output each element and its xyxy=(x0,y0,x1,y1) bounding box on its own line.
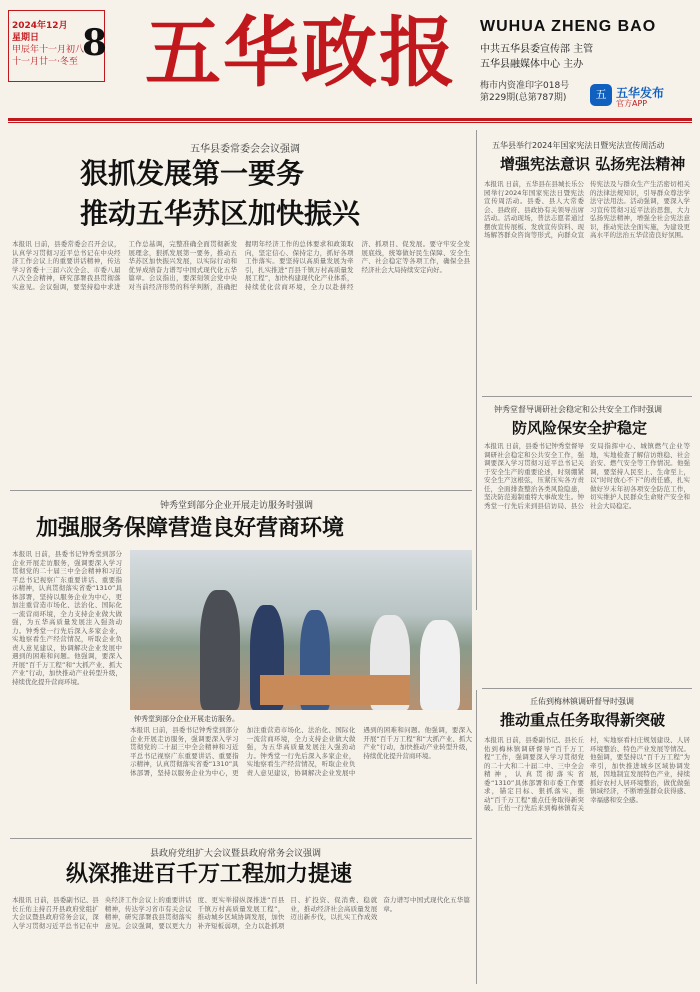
lead-headline-1: 狠抓发展第一要务 xyxy=(80,157,305,190)
date-year-month: 2024年12月 xyxy=(12,21,68,31)
page-number: 8 xyxy=(82,22,108,64)
business-kicker: 钟秀堂到部分企业开展走访服务时强调 xyxy=(160,501,314,511)
date-weekday: 星期日 xyxy=(12,33,40,43)
constitution-kicker: 五华县举行2024年国家宪法日暨宪法宣传周活动 xyxy=(492,141,665,150)
breakthrough-headline: 推动重点任务取得新突破 xyxy=(500,711,666,729)
constitution-body: 本报讯 日前，五华县在县城长乐公园举行2024年国家宪法日暨宪法宣传周活动。县委、县人大常委会、县政府、县政协有关领导出席活动。活动现场，普法志愿者通过摆放宣传展板、发放宣传资料、现场解答群众咨询等形式，向群众宣传宪法及与群众生产生活密切相关的法律法规知识，引导群众尊法学法守法用法。活动强调，要深入学习宣传贯彻习近平法治思想，大力弘扬宪法精神，增强全社会宪法意识，推动宪法全面实施，为建设更高水平的法治五华营造良好氛围。 xyxy=(484,180,690,239)
issue-license: 梅市内资准印字018号 xyxy=(480,81,570,91)
photo-figure-5 xyxy=(420,620,460,710)
date-info xyxy=(12,20,84,68)
divider-breakthrough xyxy=(482,688,692,689)
column-divider-lower xyxy=(476,690,477,984)
bottom-kicker: 县政府党组扩大会议暨县政府常务会议强调 xyxy=(150,849,322,859)
bottom-headline: 纵深推进百千万工程加力提速 xyxy=(66,861,353,887)
constitution-headline: 增强宪法意识 弘扬宪法精神 xyxy=(500,155,686,173)
photo-workbench xyxy=(260,675,410,705)
publisher-line-2: 五华县融媒体中心 主办 xyxy=(480,59,584,70)
divider-safety xyxy=(482,396,692,397)
lead-headline-2: 推动五华苏区加快振兴 xyxy=(80,197,361,230)
publisher-info xyxy=(480,42,593,72)
safety-kicker: 钟秀堂督导调研社会稳定和公共安全工作时强调 xyxy=(494,405,662,414)
lead-body: 本报讯 日前，县委常委会召开会议，认真学习贯彻习近平总书记在中央经济工作会议上的重要讲话精神，传达学习省委十三届六次全会、市委八届八次全会精神，研究部署我县贯彻落实意见。会议强调，要坚持稳中求进工作总基调，完整准确全面贯彻新发展理念，狠抓发展第一要务，推动五华苏区加快振兴发展，以实际行动和优异成绩奋力谱写中国式现代化五华篇章。会议指出，要深刻领会党中央对当前经济形势的科学判断，准确把握明年经济工作的总体要求和政策取向，坚定信心、保持定力，抓好各项工作落实。要坚持以高质量发展为牵引，扎实推进“百县千镇万村高质量发展工程”，加快构建现代化产业体系，持续优化营商环境，全力以赴拼经济、抓项目、促发展。要守牢安全发展底线，统筹做好民生保障、安全生产、社会稳定等各项工作，确保全县经济社会大局持续安定向好。 xyxy=(12,240,470,291)
photo-figure-1 xyxy=(200,590,240,710)
divider-bottom xyxy=(10,838,472,839)
app-subtitle: 官方APP xyxy=(616,99,648,108)
date-lunar: 甲辰年十一月初八 xyxy=(12,45,85,55)
column-divider-right xyxy=(476,130,477,610)
lead-kicker: 五华县委常委会会议强调 xyxy=(190,144,300,155)
photo-caption: 钟秀堂到部分企业开展走访服务。 xyxy=(134,715,239,723)
issue-number: 第229期(总第787期) xyxy=(480,93,567,103)
issue-info xyxy=(480,80,569,104)
header-rule-thin xyxy=(8,122,692,123)
header-rule xyxy=(8,118,692,121)
divider-business xyxy=(10,490,472,491)
bottom-body: 本报讯 日前，县委副书记、县长丘佑主持召开县政府党组扩大会议暨县政府常务会议，深入学习贯彻习近平总书记在中央经济工作会议上的重要讲话精神，传达学习省市有关会议精神，研究部署我县贯彻落实意见。会议强调，要以更大力度、更实举措纵深推进“百县千镇万村高质量发展工程”，推动城乡区域协调发展，加快补齐短板弱项，全力以赴抓项目、扩投资、促消费、稳就业，推动经济社会高质量发展迈出新步伐，以扎实工作成效奋力谱写中国式现代化五华篇章。 xyxy=(12,896,470,930)
masthead-pinyin: WUHUA ZHENG BAO xyxy=(480,18,657,35)
business-body: 本报讯 日前，县委书记钟秀堂到部分企业开展走访服务，强调要深入学习贯彻党的二十届三中全会精神和习近平总书记视察广东重要讲话、重要指示精神，认真贯彻落实省委“1310”具体部署，坚持以服务企业为中心，更加注重营造市场化、法治化、国际化一流营商环境，全力支持企业做大做强，为五华高质量发展注入强劲动力。钟秀堂一行先后深入多家企业，实地察看生产经营情况，听取企业负责人意见建议，协调解决企业发展中遇到的困难和问题。他强调，要深入开展“百千万工程”和“大抓产业、抓大产业”行动，加快推动产业转型升级，持续优化提升营商环境。 xyxy=(12,550,122,686)
business-headline: 加强服务保障营造良好营商环境 xyxy=(36,515,345,541)
app-name: 五华发布 xyxy=(616,86,665,100)
business-body-continued: 本报讯 日前，县委书记钟秀堂到部分企业开展走访服务，强调要深入学习贯彻党的二十届三中全会精神和习近平总书记视察广东重要讲话、重要指示精神，认真贯彻落实省委“1310”具体部署，坚持以服务企业为中心，更加注重营造市场化、法治化、国际化一流营商环境，全力支持企业做大做强，为五华高质量发展注入强劲动力。钟秀堂一行先后深入多家企业，实地察看生产经营情况，听取企业负责人意见建议，协调解决企业发展中遇到的困难和问题。他强调，要深入开展“百千万工程”和“大抓产业、抓大产业”行动，加快推动产业转型升级，持续优化提升营商环境。 xyxy=(130,726,472,777)
publisher-line-1: 中共五华县委宣传部 主管 xyxy=(480,44,594,55)
safety-headline: 防风险保安全护稳定 xyxy=(512,419,648,437)
app-logo-icon: 五 xyxy=(590,84,612,106)
masthead-title: 五华政报 xyxy=(145,8,457,97)
safety-body: 本报讯 日前，县委书记钟秀堂督导调研社会稳定和公共安全工作，强调要深入学习贯彻习近平总书记关于安全生产的重要论述，时刻绷紧安全生产这根弦，压紧压实各方责任，全面排查整治各类风险隐患，坚决防范遏制重特大事故发生。钟秀堂一行先后来到县信访局、县公安局指挥中心、城镇燃气企业等地，实地检查了解信访维稳、社会治安、燃气安全等工作情况。他强调，要坚持人民至上、生命至上，以“时时放心不下”的责任感，扎实做好岁末年初各项安全防范工作，切实维护人民群众生命财产安全和社会大局稳定。 xyxy=(484,442,690,510)
breakthrough-kicker: 丘佑到梅林镇调研督导时强调 xyxy=(530,697,634,706)
factory-photo xyxy=(130,550,472,710)
breakthrough-body: 本报讯 日前，县委副书记、县长丘佑到梅林镇调研督导“百千万工程”工作，强调要深入学习贯彻党的二十大和二十届二中、三中全会精神，认真贯彻落实省委“1310”具体部署和市委工作要求，锚定目标、狠抓落实，推动“百千万工程”重点任务取得新突破。丘佑一行先后来到梅林镇有关村，实地察看村庄规划建设、人居环境整治、特色产业发展等情况。他强调，要坚持以“百千万工程”为牵引，加快推进城乡区域协调发展，因地制宜发展特色产业，持续抓好农村人居环境整治，做优做强镇域经济，不断增强群众获得感、幸福感和安全感。 xyxy=(484,736,690,812)
date-solar-term: 十一月廿一·冬至 xyxy=(12,57,78,67)
